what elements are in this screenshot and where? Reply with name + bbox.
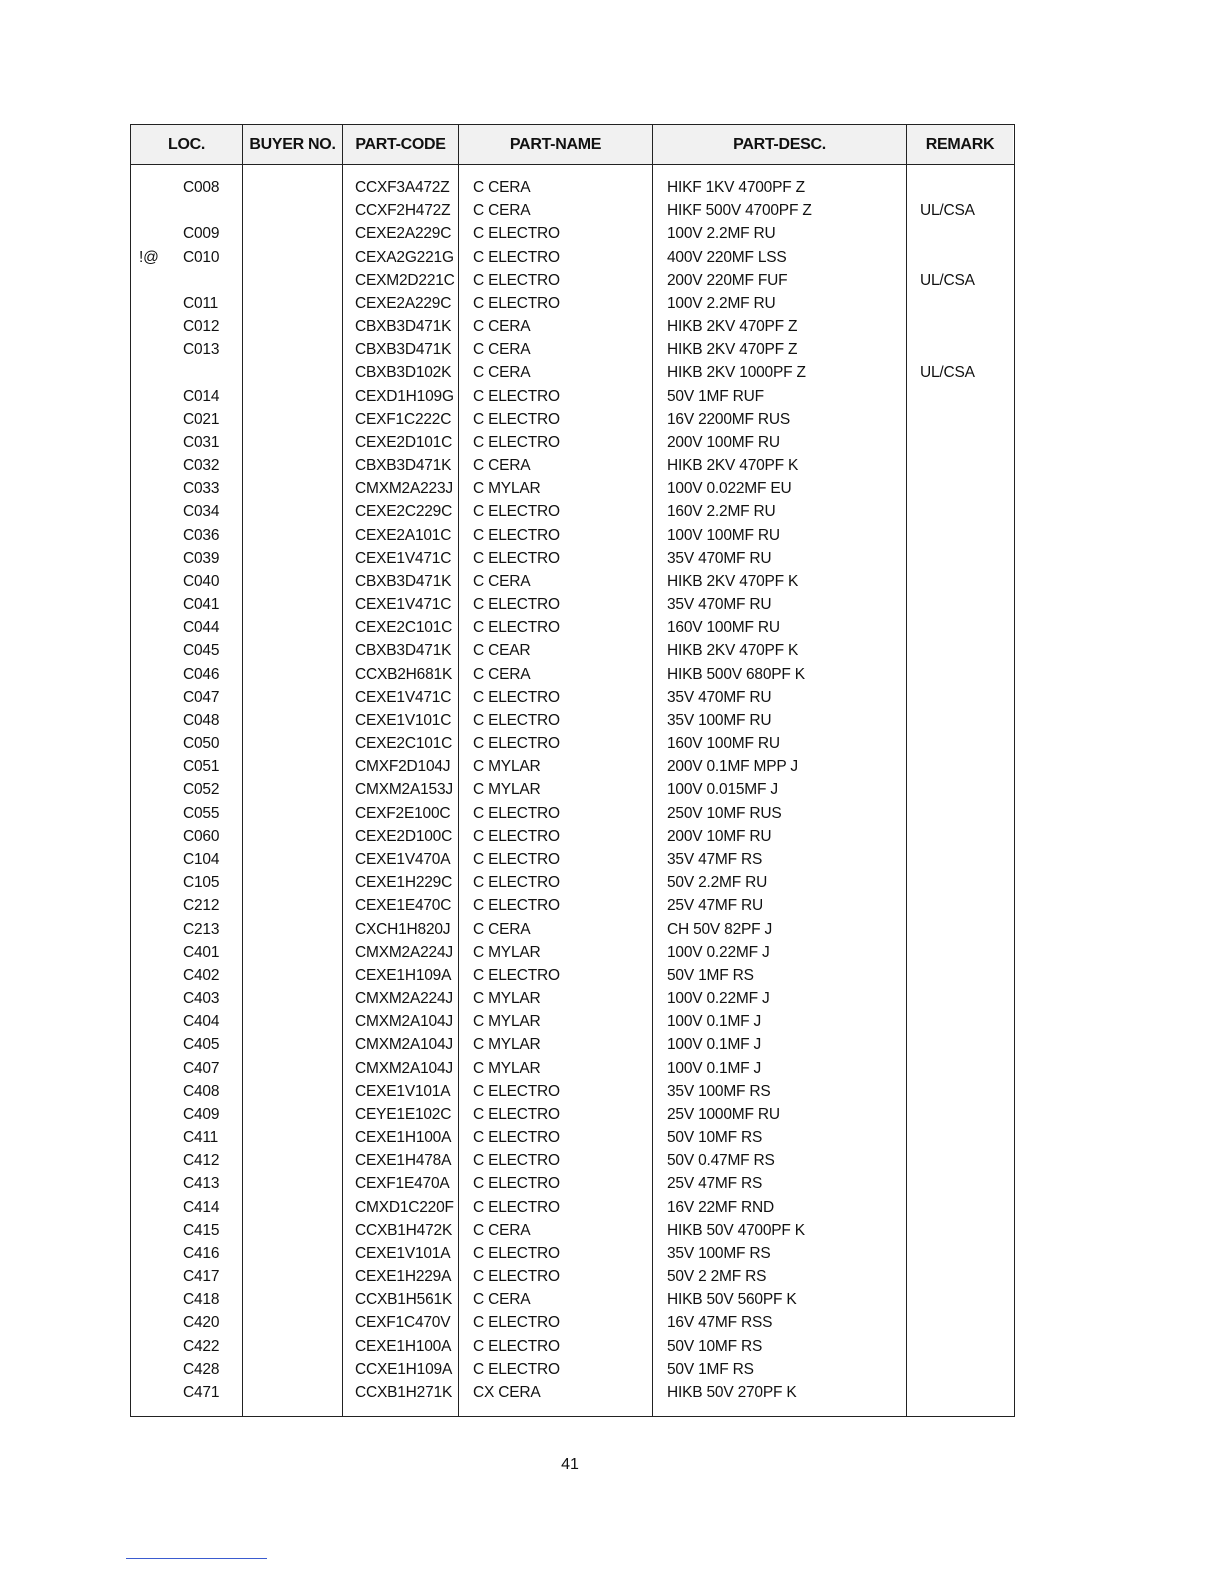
cell-loc: C105 [183, 874, 220, 892]
cell-part-code: CEXE1H478A [355, 1152, 452, 1170]
table-row [131, 1381, 1014, 1404]
cell-part-code: CEXE1H100A [355, 1337, 452, 1355]
cell-loc: C411 [183, 1129, 219, 1147]
cell-part-name: C CERA [473, 364, 531, 382]
table-row [131, 454, 1014, 477]
cell-part-code: CEXE2A229C [355, 294, 452, 312]
cell-loc: C031 [183, 433, 220, 451]
cell-part-desc: HIKB 50V 4700PF K [667, 1221, 805, 1239]
cell-loc: C104 [183, 850, 220, 868]
cell-part-code: CMXM2A104J [355, 1013, 453, 1031]
cell-loc: C010 [183, 248, 220, 266]
cell-part-code: CEXE1H109A [355, 966, 452, 984]
cell-loc: C401 [183, 943, 220, 961]
cell-part-desc: 50V 2.2MF RU [667, 874, 768, 892]
cell-part-name: C ELECTRO [473, 1268, 560, 1286]
cell-part-desc: 100V 100MF RU [667, 526, 780, 544]
cell-remark: UL/CSA [920, 271, 975, 289]
cell-part-name: C CERA [473, 665, 531, 683]
cell-part-name: C ELECTRO [473, 1314, 560, 1332]
cell-loc: C033 [183, 480, 220, 498]
cell-part-code: CEXF2E100C [355, 804, 451, 822]
cell-part-name: C ELECTRO [473, 874, 560, 892]
cell-loc: C409 [183, 1105, 220, 1123]
cell-part-name: C MYLAR [473, 480, 541, 498]
cell-part-code: CCXB1H472K [355, 1221, 453, 1239]
cell-part-code: CEXM2D221C [355, 271, 455, 289]
safety-mark: !@ [139, 248, 159, 266]
table-row [131, 616, 1014, 639]
cell-part-code: CEXE1V101A [355, 1082, 451, 1100]
cell-loc: C048 [183, 711, 220, 729]
cell-part-code: CCXE1H109A [355, 1360, 453, 1378]
cell-part-desc: 25V 1000MF RU [667, 1105, 780, 1123]
cell-loc: C032 [183, 457, 220, 475]
table-row [131, 361, 1014, 384]
cell-part-desc: 200V 0.1MF MPP J [667, 758, 798, 776]
cell-part-code: CMXM2A223J [355, 480, 453, 498]
table-row [131, 1196, 1014, 1219]
cell-part-desc: 100V 2.2MF RU [667, 225, 776, 243]
cell-loc: C402 [183, 966, 220, 984]
cell-part-desc: HIKB 2KV 470PF Z [667, 341, 798, 359]
cell-part-desc: 200V 220MF FUF [667, 271, 788, 289]
cell-loc: C034 [183, 503, 220, 521]
table-row [131, 1311, 1014, 1334]
table-row [131, 1010, 1014, 1033]
cell-part-desc: 16V 47MF RSS [667, 1314, 773, 1332]
cell-part-desc: 35V 470MF RU [667, 596, 772, 614]
cell-part-desc: 35V 470MF RU [667, 549, 772, 567]
cell-part-desc: 400V 220MF LSS [667, 248, 787, 266]
cell-loc: C050 [183, 735, 220, 753]
table-row [131, 408, 1014, 431]
table-row [131, 1033, 1014, 1056]
cell-loc: C420 [183, 1314, 220, 1332]
cell-loc: C051 [183, 758, 220, 776]
cell-part-desc: 50V 10MF RS [667, 1337, 763, 1355]
cell-part-code: CEXE1E470C [355, 897, 452, 915]
table-row [131, 848, 1014, 871]
table-row [131, 315, 1014, 338]
cell-part-code: CBXB3D471K [355, 457, 452, 475]
table-row [131, 524, 1014, 547]
cell-loc: C052 [183, 781, 220, 799]
table-row [131, 1288, 1014, 1311]
cell-part-code: CEXE2D100C [355, 827, 453, 845]
cell-part-name: C ELECTRO [473, 433, 560, 451]
cell-loc: C011 [183, 294, 219, 312]
cell-part-code: CEXE1V101C [355, 711, 452, 729]
cell-part-name: C ELECTRO [473, 294, 560, 312]
table-row [131, 778, 1014, 801]
cell-loc: C213 [183, 920, 220, 938]
table-row [131, 547, 1014, 570]
cell-part-desc: HIKF 1KV 4700PF Z [667, 179, 805, 196]
cell-loc: C012 [183, 318, 220, 336]
cell-part-code: CEXD1H109G [355, 387, 454, 405]
cell-remark: UL/CSA [920, 202, 975, 220]
cell-part-code: CCXB1H561K [355, 1291, 453, 1309]
footer-rule [126, 1558, 267, 1559]
table-row [131, 732, 1014, 755]
cell-part-code: CBXB3D471K [355, 572, 452, 590]
cell-part-desc: 16V 2200MF RUS [667, 410, 790, 428]
cell-part-code: CEXE2D101C [355, 433, 453, 451]
cell-part-name: C ELECTRO [473, 1082, 560, 1100]
cell-part-name: C CERA [473, 179, 531, 196]
cell-part-code: CEXE1V471C [355, 596, 452, 614]
cell-part-code: CEXE2C229C [355, 503, 453, 521]
cell-part-desc: 35V 100MF RS [667, 1244, 771, 1262]
table-row [131, 431, 1014, 454]
cell-part-code: CCXF2H472Z [355, 202, 451, 220]
header-buyer-no: BUYER NO. [243, 125, 342, 164]
cell-loc: C044 [183, 619, 220, 637]
table-row [131, 292, 1014, 315]
cell-part-code: CMXM2A153J [355, 781, 453, 799]
cell-part-name: C ELECTRO [473, 1337, 560, 1355]
cell-part-code: CEXE1V101A [355, 1244, 451, 1262]
table-row [131, 222, 1014, 245]
cell-part-code: CMXM2A224J [355, 990, 453, 1008]
cell-part-desc: 250V 10MF RUS [667, 804, 782, 822]
cell-part-name: C CERA [473, 1291, 531, 1309]
cell-part-code: CBXB3D102K [355, 364, 452, 382]
cell-part-code: CEXE2A229C [355, 225, 452, 243]
table-row [131, 1080, 1014, 1103]
cell-loc: C414 [183, 1198, 220, 1216]
cell-part-code: CCXB1H271K [355, 1383, 453, 1401]
cell-part-desc: 50V 1MF RS [667, 966, 754, 984]
cell-part-desc: 200V 100MF RU [667, 433, 780, 451]
cell-part-code: CEXE1V470A [355, 850, 451, 868]
cell-part-code: CMXM2A224J [355, 943, 453, 961]
cell-loc: C418 [183, 1291, 220, 1309]
cell-part-name: C ELECTRO [473, 1175, 560, 1193]
cell-part-desc: 50V 10MF RS [667, 1129, 763, 1147]
cell-part-desc: 100V 2.2MF RU [667, 294, 776, 312]
table-row [131, 500, 1014, 523]
cell-part-desc: 100V 0.022MF EU [667, 480, 792, 498]
table-row [131, 639, 1014, 662]
cell-part-desc: HIKB 2KV 470PF K [667, 457, 799, 475]
cell-part-name: C ELECTRO [473, 271, 560, 289]
table-row [131, 918, 1014, 941]
cell-part-name: C ELECTRO [473, 1105, 560, 1123]
table-row [131, 269, 1014, 292]
table-row [131, 593, 1014, 616]
table-row [131, 1219, 1014, 1242]
cell-part-name: C ELECTRO [473, 225, 560, 243]
cell-part-desc: HIKB 50V 270PF K [667, 1383, 797, 1401]
cell-part-name: C ELECTRO [473, 735, 560, 753]
table-row [131, 894, 1014, 917]
cell-loc: C021 [183, 410, 220, 428]
table-row [131, 987, 1014, 1010]
cell-part-desc: 50V 1MF RUF [667, 387, 764, 405]
cell-part-desc: 35V 100MF RS [667, 1082, 771, 1100]
cell-part-name: C ELECTRO [473, 526, 560, 544]
cell-part-code: CBXB3D471K [355, 341, 452, 359]
cell-part-name: C ELECTRO [473, 827, 560, 845]
cell-part-code: CEXE1H100A [355, 1129, 452, 1147]
cell-loc: C014 [183, 387, 220, 405]
cell-part-code: CEXF1C470V [355, 1314, 451, 1332]
cell-part-name: C ELECTRO [473, 897, 560, 915]
cell-part-name: C ELECTRO [473, 804, 560, 822]
cell-part-code: CEXF1E470A [355, 1175, 450, 1193]
cell-part-desc: 50V 0.47MF RS [667, 1152, 775, 1170]
cell-loc: C422 [183, 1337, 220, 1355]
cell-part-desc: 160V 100MF RU [667, 735, 780, 753]
cell-part-name: C CERA [473, 572, 531, 590]
cell-part-name: C ELECTRO [473, 248, 560, 266]
cell-loc: C415 [183, 1221, 220, 1239]
table-row [131, 1057, 1014, 1080]
cell-part-desc: 100V 0.1MF J [667, 1036, 762, 1054]
header-divider [131, 164, 1014, 165]
cell-part-name: C ELECTRO [473, 1360, 560, 1378]
cell-part-desc: 16V 22MF RND [667, 1198, 774, 1216]
cell-loc: C428 [183, 1360, 220, 1378]
table-row [131, 871, 1014, 894]
cell-part-name: C MYLAR [473, 1013, 541, 1031]
cell-part-name: C MYLAR [473, 1036, 541, 1054]
cell-loc: C412 [183, 1152, 220, 1170]
cell-part-name: C CEAR [473, 642, 531, 660]
table-row [131, 802, 1014, 825]
table-row [131, 1149, 1014, 1172]
cell-part-desc: HIKB 2KV 470PF K [667, 642, 799, 660]
header-part-desc: PART-DESC. [653, 125, 906, 164]
cell-part-name: C CERA [473, 202, 531, 220]
table-row [131, 176, 1014, 199]
cell-part-name: C ELECTRO [473, 596, 560, 614]
cell-part-code: CEXE2A101C [355, 526, 452, 544]
cell-part-desc: 100V 0.1MF J [667, 1059, 762, 1077]
cell-part-code: CEXE2C101C [355, 735, 453, 753]
cell-part-code: CEXA2G221G [355, 248, 454, 266]
cell-part-name: C CERA [473, 920, 531, 938]
cell-part-name: C CERA [473, 1221, 531, 1239]
cell-loc: C471 [183, 1383, 220, 1401]
cell-part-name: C MYLAR [473, 990, 541, 1008]
cell-part-name: C MYLAR [473, 943, 541, 961]
table-row [131, 1335, 1014, 1358]
cell-loc: C045 [183, 642, 220, 660]
cell-part-code: CEXE1H229C [355, 874, 453, 892]
cell-part-name: C CERA [473, 318, 531, 336]
cell-part-desc: 50V 1MF RS [667, 1360, 754, 1378]
cell-part-desc: HIKB 500V 680PF K [667, 665, 805, 683]
cell-part-name: C ELECTRO [473, 850, 560, 868]
cell-part-code: CEXE1H229A [355, 1268, 452, 1286]
cell-part-code: CEXF1C222C [355, 410, 452, 428]
cell-loc: C212 [183, 897, 220, 915]
cell-loc: C404 [183, 1013, 220, 1031]
table-row [131, 663, 1014, 686]
cell-loc: C047 [183, 688, 220, 706]
cell-part-desc: 100V 0.22MF J [667, 990, 770, 1008]
cell-loc: C416 [183, 1244, 220, 1262]
cell-loc: C008 [183, 179, 220, 196]
cell-part-desc: 200V 10MF RU [667, 827, 772, 845]
cell-part-desc: 160V 2.2MF RU [667, 503, 776, 521]
table-row [131, 964, 1014, 987]
cell-part-code: CMXD1C220F [355, 1198, 454, 1216]
cell-part-code: CXCH1H820J [355, 920, 451, 938]
cell-loc: C046 [183, 665, 220, 683]
cell-loc: C408 [183, 1082, 220, 1100]
table-row [131, 570, 1014, 593]
cell-loc: C407 [183, 1059, 220, 1077]
cell-part-code: CCXB2H681K [355, 665, 453, 683]
cell-loc: C060 [183, 827, 220, 845]
page-number: 41 [561, 1456, 579, 1473]
cell-part-name: C ELECTRO [473, 1198, 560, 1216]
cell-part-code: CEXE1V471C [355, 549, 452, 567]
table-row [131, 199, 1014, 222]
cell-part-name: CX CERA [473, 1383, 541, 1401]
table-row [131, 477, 1014, 500]
cell-part-code: CBXB3D471K [355, 642, 452, 660]
cell-loc: C013 [183, 341, 220, 359]
table-row [131, 1103, 1014, 1126]
cell-loc: C041 [183, 596, 220, 614]
cell-part-desc: CH 50V 82PF J [667, 920, 773, 938]
cell-part-name: C ELECTRO [473, 503, 560, 521]
cell-part-name: C ELECTRO [473, 966, 560, 984]
cell-part-code: CCXF3A472Z [355, 179, 450, 196]
cell-part-desc: HIKB 50V 560PF K [667, 1291, 797, 1309]
header-remark: REMARK [907, 125, 1013, 164]
cell-part-desc: 35V 100MF RU [667, 711, 772, 729]
table-row [131, 246, 1014, 269]
table-row [131, 385, 1014, 408]
cell-part-code: CBXB3D471K [355, 318, 452, 336]
cell-part-desc: 50V 2 2MF RS [667, 1268, 767, 1286]
cell-part-desc: 160V 100MF RU [667, 619, 780, 637]
cell-part-desc: HIKB 2KV 470PF Z [667, 318, 798, 336]
cell-part-desc: 100V 0.015MF J [667, 781, 778, 799]
cell-part-name: C ELECTRO [473, 619, 560, 637]
cell-part-name: C CERA [473, 457, 531, 475]
table-row [131, 755, 1014, 778]
cell-part-name: C ELECTRO [473, 549, 560, 567]
cell-part-desc: HIKB 2KV 470PF K [667, 572, 799, 590]
table-row [131, 686, 1014, 709]
header-part-name: PART-NAME [459, 125, 652, 164]
header-loc: LOC. [131, 125, 242, 164]
cell-part-name: C ELECTRO [473, 688, 560, 706]
cell-part-name: C ELECTRO [473, 1152, 560, 1170]
cell-part-desc: HIKF 500V 4700PF Z [667, 202, 812, 220]
cell-part-code: CEYE1E102C [355, 1105, 452, 1123]
cell-part-code: CMXF2D104J [355, 758, 451, 776]
cell-part-name: C MYLAR [473, 758, 541, 776]
cell-part-desc: 35V 470MF RU [667, 688, 772, 706]
cell-part-code: CEXE1V471C [355, 688, 452, 706]
cell-loc: C405 [183, 1036, 220, 1054]
cell-part-code: CEXE2C101C [355, 619, 453, 637]
cell-part-name: C CERA [473, 341, 531, 359]
cell-part-desc: 25V 47MF RS [667, 1175, 763, 1193]
cell-loc: C417 [183, 1268, 220, 1286]
header-part-code: PART-CODE [343, 125, 458, 164]
parts-list-table [130, 124, 1015, 1417]
cell-loc: C009 [183, 225, 220, 243]
cell-part-name: C ELECTRO [473, 410, 560, 428]
cell-part-name: C MYLAR [473, 781, 541, 799]
table-row [131, 1265, 1014, 1288]
cell-loc: C055 [183, 804, 220, 822]
table-row [131, 941, 1014, 964]
table-body [131, 176, 1014, 1404]
cell-part-code: CMXM2A104J [355, 1036, 453, 1054]
table-row [131, 709, 1014, 732]
table-row [131, 1242, 1014, 1265]
table-row [131, 1172, 1014, 1195]
cell-part-name: C ELECTRO [473, 1244, 560, 1262]
cell-part-desc: 25V 47MF RU [667, 897, 763, 915]
cell-loc: C040 [183, 572, 220, 590]
table-row [131, 1358, 1014, 1381]
cell-loc: C413 [183, 1175, 220, 1193]
cell-part-name: C MYLAR [473, 1059, 541, 1077]
table-row [131, 1126, 1014, 1149]
cell-part-desc: 35V 47MF RS [667, 850, 763, 868]
cell-part-name: C ELECTRO [473, 387, 560, 405]
cell-part-code: CMXM2A104J [355, 1059, 453, 1077]
cell-loc: C036 [183, 526, 220, 544]
cell-part-desc: HIKB 2KV 1000PF Z [667, 364, 806, 382]
cell-part-name: C ELECTRO [473, 1129, 560, 1147]
cell-loc: C403 [183, 990, 220, 1008]
cell-loc: C039 [183, 549, 220, 567]
table-row [131, 338, 1014, 361]
cell-part-name: C ELECTRO [473, 711, 560, 729]
cell-part-desc: 100V 0.22MF J [667, 943, 770, 961]
table-row [131, 825, 1014, 848]
cell-part-desc: 100V 0.1MF J [667, 1013, 762, 1031]
cell-remark: UL/CSA [920, 364, 975, 382]
